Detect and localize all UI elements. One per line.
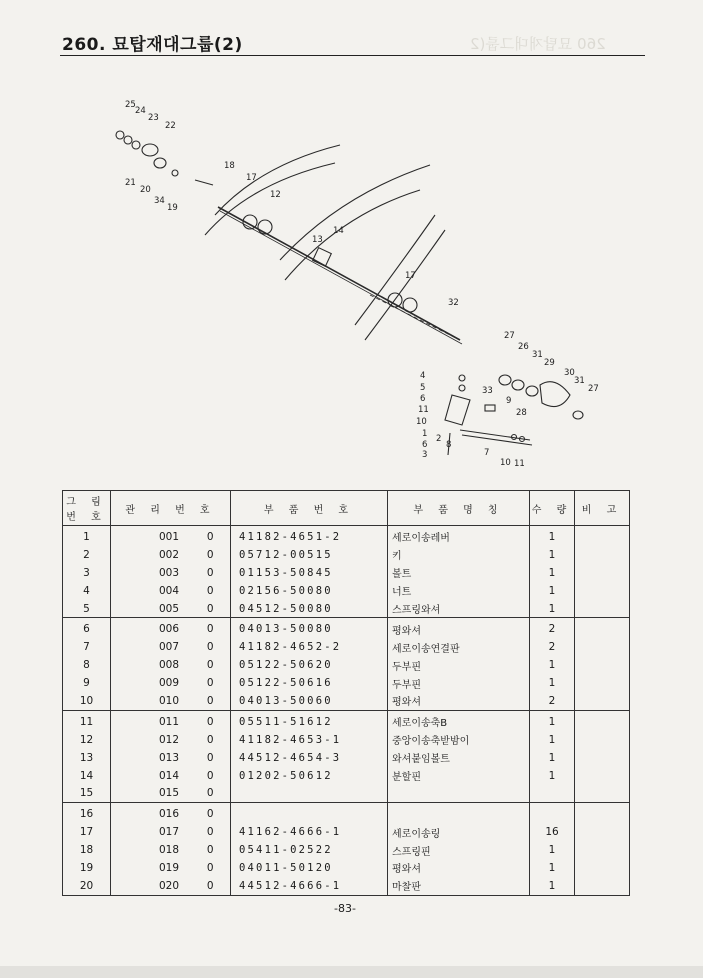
mgmt-flag-cell: 0	[191, 841, 231, 859]
part-name-cell	[388, 803, 530, 823]
mgmt-number-cell: 002	[111, 546, 191, 564]
mgmt-flag-cell: 0	[191, 526, 231, 546]
svg-text:5: 5	[420, 383, 426, 393]
part-name-cell: 평와셔	[388, 692, 530, 710]
part-number-cell: 41182-4651-2	[231, 526, 388, 546]
mgmt-flag-cell: 0	[191, 582, 231, 600]
mgmt-number-cell: 013	[111, 749, 191, 767]
part-name-cell: 두부핀	[388, 674, 530, 692]
svg-text:18: 18	[224, 161, 235, 171]
remarks-cell	[575, 582, 630, 600]
svg-text:25: 25	[125, 100, 136, 110]
part-name-cell: 중앙이송축받밤이	[388, 731, 530, 749]
mgmt-flag-cell: 0	[191, 877, 231, 895]
mgmt-number-cell: 016	[111, 803, 191, 823]
mgmt-number-cell: 006	[111, 618, 191, 638]
part-name-cell: 분할핀	[388, 767, 530, 785]
part-name-cell: 평와셔	[388, 859, 530, 877]
fig-number-cell: 7	[63, 638, 111, 656]
quantity-cell	[530, 803, 575, 823]
svg-text:32: 32	[448, 298, 459, 308]
part-number-cell: 05122-50620	[231, 656, 388, 674]
title-rule	[60, 55, 645, 56]
mgmt-flag-cell: 0	[191, 859, 231, 877]
quantity-cell: 16	[530, 823, 575, 841]
quantity-cell: 1	[530, 767, 575, 785]
header-part-name: 부 품 명 칭	[388, 491, 530, 526]
svg-text:2: 2	[436, 434, 442, 444]
part-name-cell: 스프링와셔	[388, 600, 530, 618]
part-number-cell: 01153-50845	[231, 564, 388, 582]
header-mgmt-no: 관 리 번 호	[111, 491, 231, 526]
mgmt-number-cell: 010	[111, 692, 191, 710]
table-row	[63, 600, 630, 618]
fig-number-cell: 12	[63, 731, 111, 749]
table-row	[63, 877, 630, 895]
part-name-cell: 세로이송링	[388, 823, 530, 841]
table-row	[63, 710, 630, 730]
table-row	[63, 546, 630, 564]
part-number-cell: 02156-50080	[231, 582, 388, 600]
remarks-cell	[575, 656, 630, 674]
remarks-cell	[575, 859, 630, 877]
table-row	[63, 638, 630, 656]
fig-number-cell: 5	[63, 600, 111, 618]
mgmt-flag-cell: 0	[191, 823, 231, 841]
table-row	[63, 564, 630, 582]
page-title: 260. 묘탑재대그룹(2)	[62, 35, 243, 55]
part-number-cell: 05712-00515	[231, 546, 388, 564]
svg-text:31: 31	[574, 376, 585, 386]
mgmt-flag-cell: 0	[191, 656, 231, 674]
part-name-cell: 세로이송레버	[388, 526, 530, 546]
fig-number-cell: 10	[63, 692, 111, 710]
fig-number-cell: 19	[63, 859, 111, 877]
fig-number-cell: 4	[63, 582, 111, 600]
quantity-cell: 1	[530, 582, 575, 600]
part-name-cell: 마찰판	[388, 877, 530, 895]
quantity-cell: 1	[530, 859, 575, 877]
remarks-cell	[575, 600, 630, 618]
remarks-cell	[575, 784, 630, 802]
part-number-cell: 05411-02522	[231, 841, 388, 859]
svg-text:11: 11	[418, 405, 429, 415]
part-number-cell: 05511-51612	[231, 710, 388, 730]
remarks-cell	[575, 731, 630, 749]
quantity-cell: 2	[530, 692, 575, 710]
table-row	[63, 859, 630, 877]
quantity-cell: 1	[530, 600, 575, 618]
exploded-parts-diagram	[100, 95, 620, 475]
mgmt-flag-cell: 0	[191, 638, 231, 656]
svg-text:27: 27	[588, 384, 599, 394]
svg-text:7: 7	[484, 448, 490, 458]
quantity-cell: 1	[530, 674, 575, 692]
mgmt-flag-cell: 0	[191, 600, 231, 618]
svg-text:14: 14	[333, 226, 344, 236]
fig-number-cell: 16	[63, 803, 111, 823]
page-number: -83-	[334, 902, 356, 915]
svg-text:10: 10	[500, 458, 511, 468]
mgmt-number-cell: 020	[111, 877, 191, 895]
table-row	[63, 656, 630, 674]
mgmt-number-cell: 003	[111, 564, 191, 582]
svg-text:22: 22	[165, 121, 176, 131]
svg-text:10: 10	[416, 417, 427, 427]
svg-text:17: 17	[405, 271, 416, 281]
fig-number-cell: 20	[63, 877, 111, 895]
quantity-cell: 1	[530, 877, 575, 895]
svg-text:19: 19	[167, 203, 178, 213]
remarks-cell	[575, 564, 630, 582]
remarks-cell	[575, 546, 630, 564]
mgmt-number-cell: 009	[111, 674, 191, 692]
header-qty: 수 량	[530, 491, 575, 526]
remarks-cell	[575, 618, 630, 638]
table-row	[63, 526, 630, 546]
svg-text:28: 28	[516, 408, 527, 418]
svg-text:27: 27	[504, 331, 515, 341]
quantity-cell: 1	[530, 841, 575, 859]
remarks-cell	[575, 841, 630, 859]
table-row	[63, 618, 630, 638]
mgmt-flag-cell: 0	[191, 710, 231, 730]
fig-number-cell: 1	[63, 526, 111, 546]
mgmt-number-cell: 008	[111, 656, 191, 674]
svg-text:33: 33	[482, 386, 493, 396]
table-header-row	[63, 491, 630, 526]
fig-number-cell: 6	[63, 618, 111, 638]
part-number-cell: 04013-50080	[231, 618, 388, 638]
part-name-cell: 키	[388, 546, 530, 564]
table-row	[63, 749, 630, 767]
svg-text:20: 20	[140, 185, 151, 195]
fig-number-cell: 9	[63, 674, 111, 692]
mgmt-number-cell: 011	[111, 710, 191, 730]
part-name-cell: 두부핀	[388, 656, 530, 674]
quantity-cell	[530, 784, 575, 802]
svg-text:31: 31	[532, 350, 543, 360]
mgmt-flag-cell: 0	[191, 674, 231, 692]
svg-text:30: 30	[564, 368, 575, 378]
mgmt-flag-cell: 0	[191, 749, 231, 767]
part-name-cell: 볼트	[388, 564, 530, 582]
part-name-cell: 너트	[388, 582, 530, 600]
mgmt-flag-cell: 0	[191, 618, 231, 638]
part-number-cell	[231, 803, 388, 823]
table-row	[63, 731, 630, 749]
fig-number-cell: 2	[63, 546, 111, 564]
part-number-cell: 41162-4666-1	[231, 823, 388, 841]
remarks-cell	[575, 877, 630, 895]
mgmt-flag-cell: 0	[191, 767, 231, 785]
svg-text:17: 17	[246, 173, 257, 183]
remarks-cell	[575, 710, 630, 730]
part-number-cell: 04512-50080	[231, 600, 388, 618]
remarks-cell	[575, 749, 630, 767]
mgmt-flag-cell: 0	[191, 564, 231, 582]
mgmt-flag-cell: 0	[191, 803, 231, 823]
mgmt-flag-cell: 0	[191, 546, 231, 564]
part-number-cell: 41182-4653-1	[231, 731, 388, 749]
svg-text:3: 3	[422, 450, 428, 460]
part-name-cell: 평와셔	[388, 618, 530, 638]
part-name-cell: 세로이송축B	[388, 710, 530, 730]
quantity-cell: 2	[530, 618, 575, 638]
fig-number-cell: 8	[63, 656, 111, 674]
mgmt-number-cell: 005	[111, 600, 191, 618]
quantity-cell: 1	[530, 546, 575, 564]
header-part-no: 부 품 번 호	[231, 491, 388, 526]
part-name-cell	[388, 784, 530, 802]
svg-text:9: 9	[506, 396, 512, 406]
part-name-cell: 스프링핀	[388, 841, 530, 859]
scan-edge	[0, 966, 703, 978]
fig-number-cell: 11	[63, 710, 111, 730]
remarks-cell	[575, 674, 630, 692]
svg-text:21: 21	[125, 178, 136, 188]
parts-table	[62, 490, 630, 896]
svg-text:6: 6	[422, 440, 428, 450]
part-number-cell: 44512-4666-1	[231, 877, 388, 895]
remarks-cell	[575, 638, 630, 656]
table-row	[63, 767, 630, 785]
mgmt-number-cell: 012	[111, 731, 191, 749]
quantity-cell: 1	[530, 731, 575, 749]
table-row	[63, 692, 630, 710]
part-number-cell: 04013-50060	[231, 692, 388, 710]
svg-text:29: 29	[544, 358, 555, 368]
fig-number-cell: 17	[63, 823, 111, 841]
mgmt-number-cell: 014	[111, 767, 191, 785]
remarks-cell	[575, 823, 630, 841]
mgmt-flag-cell: 0	[191, 692, 231, 710]
quantity-cell: 1	[530, 564, 575, 582]
mgmt-number-cell: 017	[111, 823, 191, 841]
mgmt-number-cell: 018	[111, 841, 191, 859]
part-number-cell: 41182-4652-2	[231, 638, 388, 656]
mgmt-number-cell: 007	[111, 638, 191, 656]
table-row	[63, 823, 630, 841]
svg-text:26: 26	[518, 342, 529, 352]
table-row	[63, 784, 630, 802]
mgmt-flag-cell: 0	[191, 784, 231, 802]
table-row	[63, 803, 630, 823]
table-row	[63, 674, 630, 692]
part-number-cell: 04011-50120	[231, 859, 388, 877]
mgmt-number-cell: 004	[111, 582, 191, 600]
part-name-cell: 와셔붙임볼트	[388, 749, 530, 767]
remarks-cell	[575, 767, 630, 785]
mgmt-flag-cell: 0	[191, 731, 231, 749]
table-row	[63, 582, 630, 600]
part-number-cell	[231, 784, 388, 802]
svg-text:8: 8	[446, 440, 452, 450]
quantity-cell: 2	[530, 638, 575, 656]
fig-number-cell: 15	[63, 784, 111, 802]
fig-number-cell: 14	[63, 767, 111, 785]
fig-number-cell: 13	[63, 749, 111, 767]
quantity-cell: 1	[530, 710, 575, 730]
remarks-cell	[575, 526, 630, 546]
header-remarks: 비 고	[575, 491, 630, 526]
fig-number-cell: 18	[63, 841, 111, 859]
table-row	[63, 841, 630, 859]
part-number-cell: 44512-4654-3	[231, 749, 388, 767]
svg-text:1: 1	[422, 429, 428, 439]
svg-text:12: 12	[270, 190, 281, 200]
fig-number-cell: 3	[63, 564, 111, 582]
part-number-cell: 05122-50616	[231, 674, 388, 692]
svg-text:11: 11	[514, 459, 525, 469]
header-fig-no: 그 림 번 호	[63, 491, 111, 526]
part-number-cell: 01202-50612	[231, 767, 388, 785]
svg-text:4: 4	[420, 371, 426, 381]
svg-text:13: 13	[312, 235, 323, 245]
mgmt-number-cell: 015	[111, 784, 191, 802]
svg-text:23: 23	[148, 113, 159, 123]
remarks-cell	[575, 803, 630, 823]
mgmt-number-cell: 019	[111, 859, 191, 877]
svg-text:34: 34	[154, 196, 165, 206]
svg-text:6: 6	[420, 394, 426, 404]
quantity-cell: 1	[530, 526, 575, 546]
quantity-cell: 1	[530, 656, 575, 674]
svg-text:24: 24	[135, 106, 146, 116]
quantity-cell: 1	[530, 749, 575, 767]
remarks-cell	[575, 692, 630, 710]
show-through-text: 260 묘탑재대그룹(2	[470, 35, 606, 53]
mgmt-number-cell: 001	[111, 526, 191, 546]
part-name-cell: 세로이송연결판	[388, 638, 530, 656]
